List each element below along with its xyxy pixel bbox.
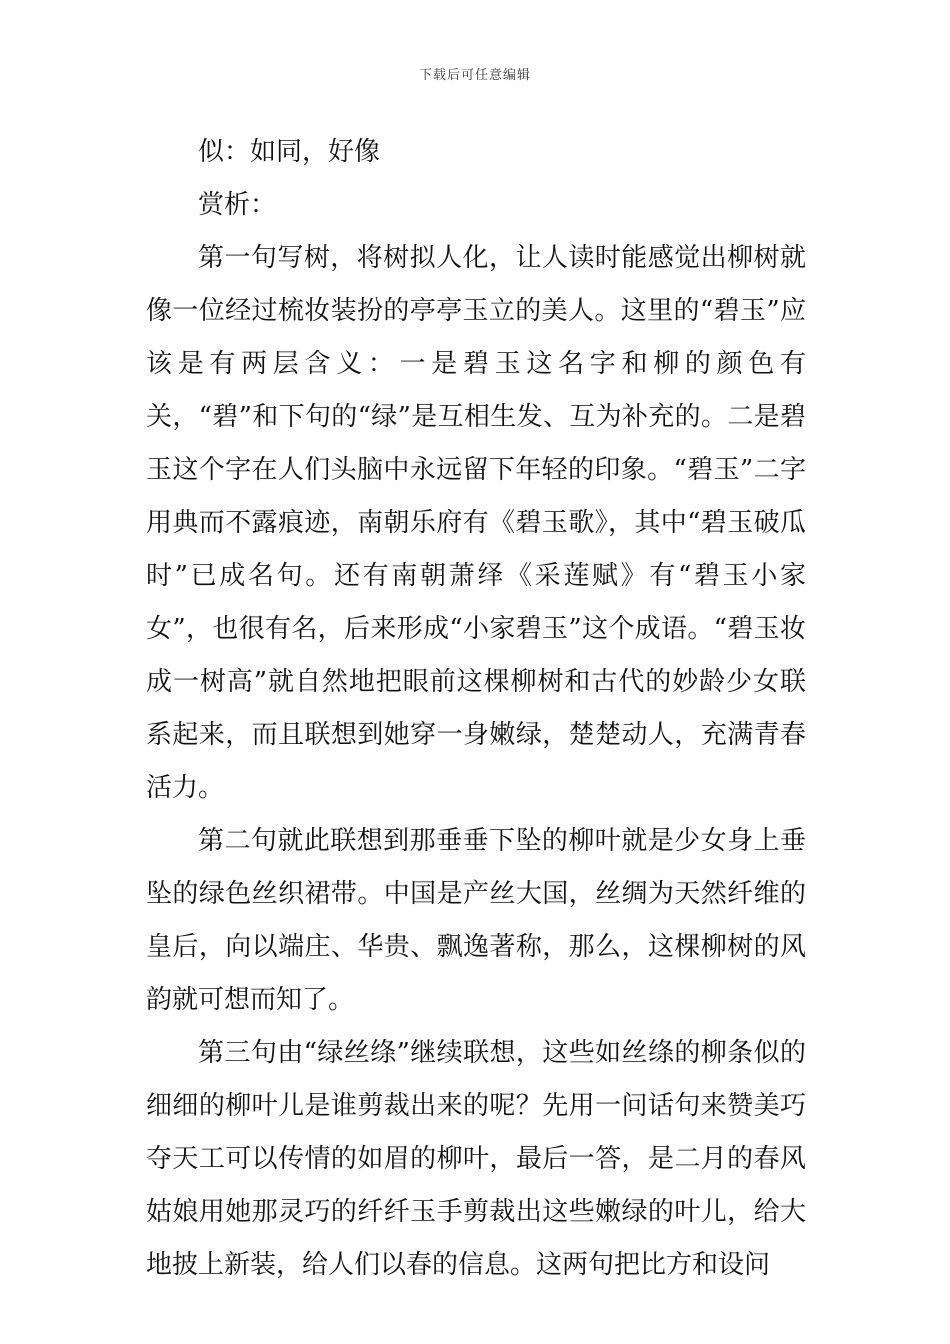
paragraph-first-line: 第一句写树，将树拟人化，让人读时能感觉出柳树就像一位经过梳妆装扮的亭亭玉立的美人。这里的“碧玉”应该是有两层含义：一是碧玉这名字和柳的颜色有关，“碧”和下句的“绿”是互相生发、互为补充的。二是碧玉这个字在人们头脑中永远留下年轻的印象。“碧玉”二字用典而不露痕迹，南朝乐府有《碧玉歌》，其中“碧玉破瓜时”已成名句。还有南朝萧绎《采莲赋》有“碧玉小家女”，也很有名，后来形成“小家碧玉”这个成语。“碧玉妆成一树高”就自然地把眼前这棵柳树和古代的妙龄少女联系起来，而且联想到她穿一身嫩绿，楚楚动人，充满青春活力。	[146, 243, 806, 803]
document-body	[146, 126, 806, 1292]
page-header: 下载后可任意编辑	[418, 68, 531, 83]
paragraph-definition: 似：如同，好像	[198, 137, 381, 167]
paragraph-analysis-heading: 赏析：	[198, 190, 277, 220]
paragraph-second-line: 第二句就此联想到那垂垂下坠的柳叶就是少女身上垂坠的绿色丝织裙带。中国是产丝大国，丝绸为天然纤维的皇后，向以端庄、华贵、飘逸著称，那么，这棵柳树的风韵就可想而知了。	[146, 826, 806, 1015]
paragraph-third-line: 第三句由“绿丝绦”继续联想，这些如丝绦的柳条似的细细的柳叶儿是谁剪裁出来的呢？先用一问话句来赞美巧夺天工可以传情的如眉的柳叶，最后一答，是二月的春风姑娘用她那灵巧的纤纤玉手剪裁出这些嫩绿的叶儿，给大地披上新装，给人们以春的信息。这两句把比方和设问	[146, 1038, 806, 1280]
